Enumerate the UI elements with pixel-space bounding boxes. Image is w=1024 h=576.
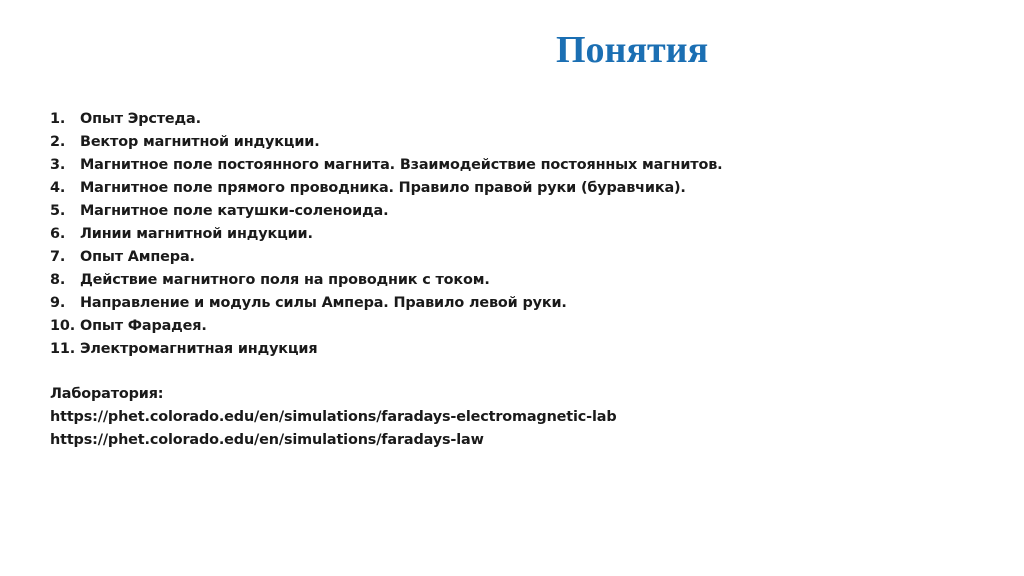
concept-list — [50, 108, 990, 361]
list-item-number: 2. — [50, 134, 66, 150]
list-item — [50, 269, 990, 292]
list-item-text: Направление и модуль силы Ампера. Правило левой руки. — [80, 295, 567, 311]
list-item-number: 5. — [50, 203, 66, 219]
slide-content — [50, 108, 990, 452]
list-item — [50, 131, 990, 154]
list-item — [50, 154, 990, 177]
lab-link-faradays-law[interactable]: https://phet.colorado.edu/en/simulations/faradays-law — [50, 432, 484, 448]
lab-link-electromagnetic[interactable]: https://phet.colorado.edu/en/simulations/faradays-electromagnetic-lab — [50, 409, 617, 425]
list-item-number: 1. — [50, 111, 66, 127]
list-item-number: 6. — [50, 226, 66, 242]
list-item-text: Магнитное поле катушки-соленоида. — [80, 203, 389, 219]
list-item — [50, 246, 990, 269]
list-item-number: 4. — [50, 180, 66, 196]
list-item-text: Вектор магнитной индукции. — [80, 134, 320, 150]
list-item — [50, 108, 990, 131]
list-item-text: Линии магнитной индукции. — [80, 226, 313, 242]
list-item-text: Опыт Эрстеда. — [80, 111, 201, 127]
list-item-text: Магнитное поле прямого проводника. Правило правой руки (буравчика). — [80, 180, 686, 196]
list-item-text: Действие магнитного поля на проводник с током. — [80, 272, 490, 288]
list-item-number: 9. — [50, 295, 66, 311]
list-item-text: Опыт Фарадея. — [80, 318, 207, 334]
lab-heading: Лаборатория: — [50, 386, 164, 402]
list-item-text: Магнитное поле постоянного магнита. Взаимодействие постоянных магнитов. — [80, 157, 723, 173]
lab-section — [50, 383, 990, 452]
list-item-number: 10. — [50, 318, 76, 334]
list-item-number: 8. — [50, 272, 66, 288]
list-item — [50, 338, 990, 361]
list-item-text: Электромагнитная индукция — [80, 341, 318, 357]
list-item — [50, 315, 990, 338]
list-item — [50, 177, 990, 200]
list-item-number: 11. — [50, 341, 76, 357]
list-item — [50, 292, 990, 315]
list-item-text: Опыт Ампера. — [80, 249, 195, 265]
list-item-number: 3. — [50, 157, 66, 173]
list-item — [50, 200, 990, 223]
list-item — [50, 223, 990, 246]
list-item-number: 7. — [50, 249, 66, 265]
slide-title: Понятия — [556, 29, 709, 71]
